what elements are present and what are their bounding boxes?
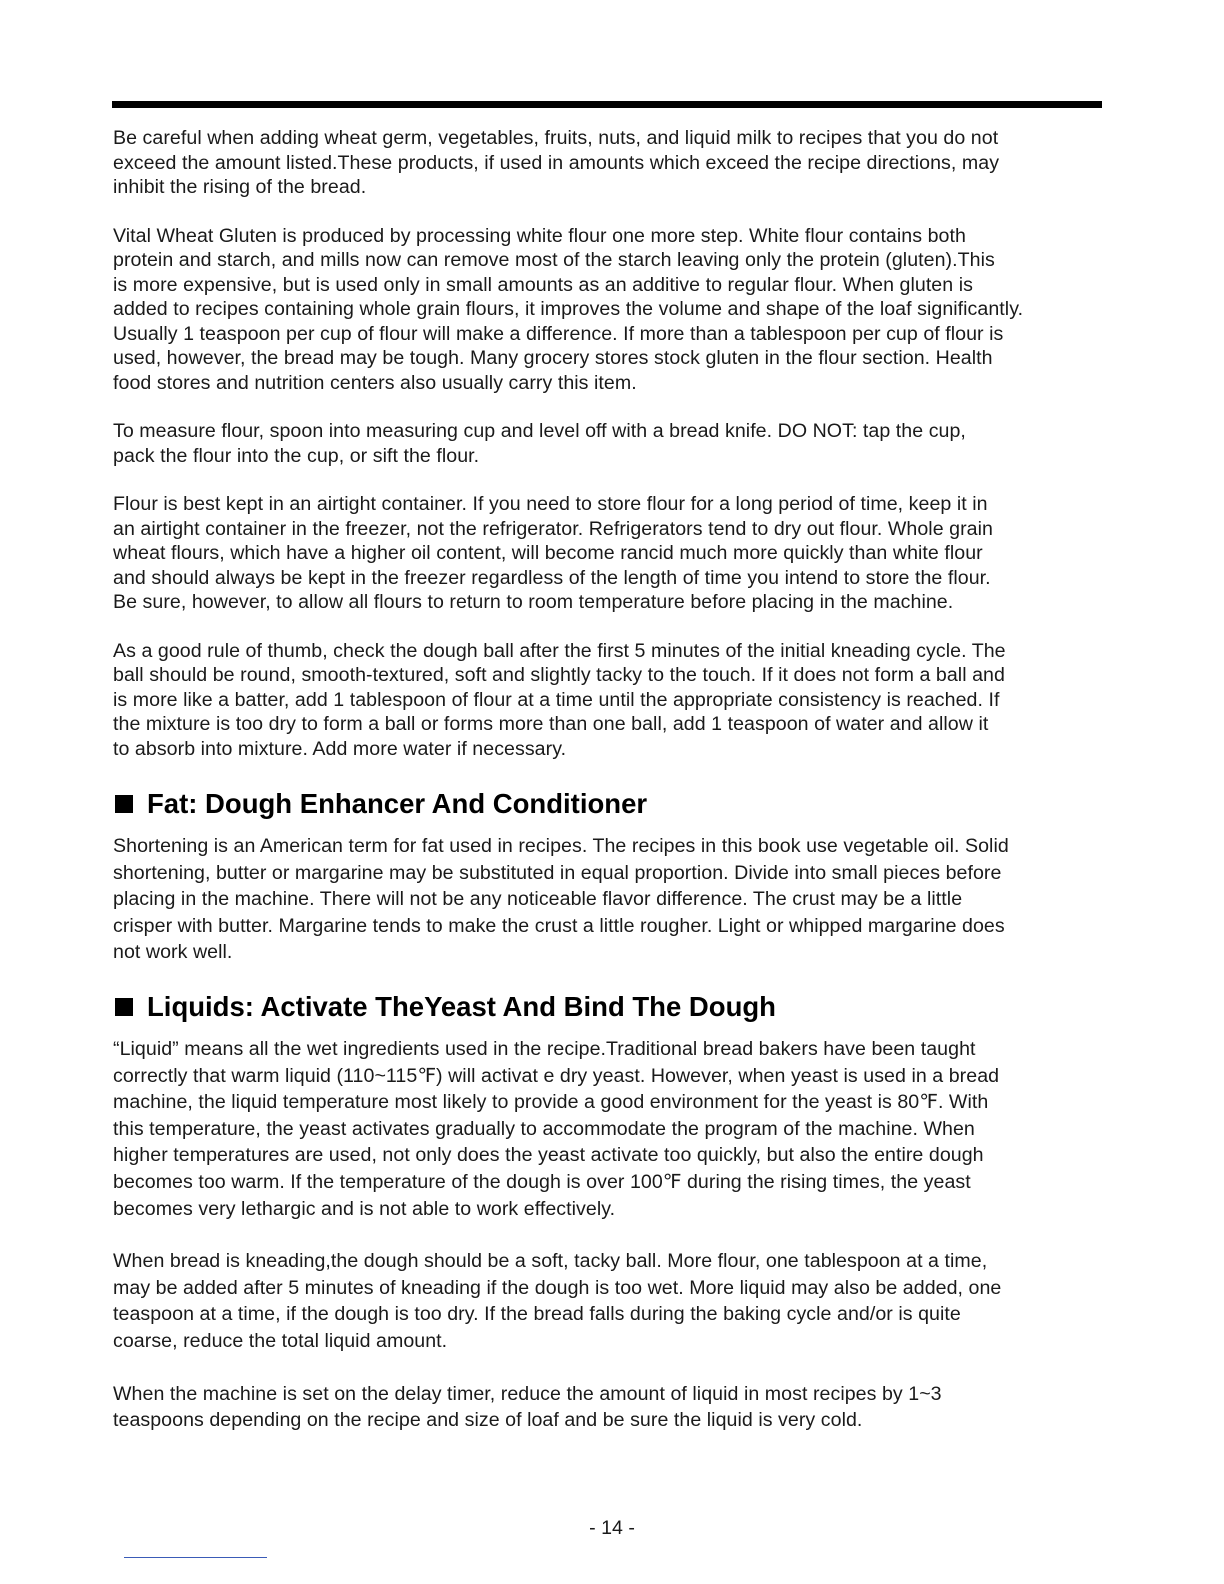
bottom-decorative-line (124, 1557, 267, 1558)
section-heading-liquids-text: Liquids: Activate TheYeast And Bind The Dough (147, 990, 776, 1022)
section-heading-fat-text: Fat: Dough Enhancer And Conditioner (147, 788, 648, 819)
section-heading-fat (113, 787, 1103, 821)
page-content (113, 126, 1103, 1434)
paragraph-shortening: Shortening is an American term for fat used in recipes. The recipes in this book use vegetable oil. Solid shortening, butter or margarine may be substituted in equal proportion. Divide into small pieces before placing in the machine. There will not be any noticeable flavor difference. The crust may be a little crisper with butter. Margarine tends to make the crust a little rougher. Light or whipped margarine does not work well. (113, 835, 1009, 964)
square-bullet-icon (115, 998, 133, 1016)
paragraph-vital-wheat-gluten: Vital Wheat Gluten is produced by processing white flour one more step. White flour contains both protein and starch, and mills now can remove most of the starch leaving only the protein (gluten).This is more expensive, but is used only in small amounts as an additive to regular flour. When gluten is added to recipes containing whole grain flours, it improves the volume and shape of the loaf significantly. Usually 1 teaspoon per cup of flour will make a difference. If more than a tablespoon per cup of flour is used, however, the bread may be tough. Many grocery stores stock gluten in the flour section. Health food stores and nutrition centers also usually carry this item. (113, 224, 1024, 394)
paragraph-wheat-germ: Be careful when adding wheat germ, vegetables, fruits, nuts, and liquid milk to recipes that you do not exceed the amount listed.These products, if used in amounts which exceed the recipe directions, may inhibit the rising of the bread. (113, 127, 1000, 198)
page-number: - 14 - (589, 1517, 635, 1539)
paragraph-flour-storage: Flour is best kept in an airtight container. If you need to store flour for a long period of time, keep it in an airtight container in the freezer, not the refrigerator. Refrigerators tend to dry out flour. Whole grain wheat flours, which have a higher oil content, will become rancid much more quickly than white flour and should always be kept in the freezer regardless of the length of time you intend to store the flour. Be sure, however, to allow all flours to return to room temperature before placing in the machine. (113, 493, 993, 613)
paragraph-measure-flour: To measure flour, spoon into measuring cup and level off with a bread knife. DO NOT: tap the cup, pack the flour into the cup, or sift the flour. (113, 420, 966, 467)
section-heading-liquids (113, 990, 1103, 1024)
square-bullet-icon (115, 795, 133, 813)
paragraph-dough-ball: As a good rule of thumb, check the dough ball after the first 5 minutes of the initial kneading cycle. The ball should be round, smooth-textured, soft and slightly tacky to the touch. If it does not form a ball and is more like a batter, add 1 tablespoon of flour at a time until the appropriate consistency is reached. If the mixture is too dry to form a ball or forms more than one ball, add 1 teaspoon of water and allow it to absorb into mixture. Add more water if necessary. (113, 639, 1006, 760)
paragraph-liquid-temperature: “Liquid” means all the wet ingredients used in the recipe.Traditional bread bakers have been taught correctly that warm liquid (110~115℉) will activat e dry yeast. However, when yeast is used in a bread machine, the liquid temperature most likely to provide a good environment for the yeast is 80℉. With this temperature, the yeast activates gradually to accommodate the program of the machine. When higher temperatures are used, not only does the yeast activate too quickly, but also the entire dough becomes too warm. If the temperature of the dough is over 100℉ during the rising times, the yeast becomes very lethargic and is not able to work effectively. (113, 1037, 1000, 1220)
paragraph-kneading-dough: When bread is kneading,the dough should be a soft, tacky ball. More flour, one tablespoon at a time, may be added after 5 minutes of kneading if the dough is too wet. More liquid may also be added, one teaspoon at a time, if the dough is too dry. If the bread falls during the baking cycle and/or is quite coarse, reduce the total liquid amount. (113, 1250, 1002, 1352)
top-horizontal-rule (112, 101, 1102, 108)
paragraph-delay-timer: When the machine is set on the delay timer, reduce the amount of liquid in most recipes by 1~3 teaspoons depending on the recipe and size of loaf and be sure the liquid is very cold. (113, 1382, 942, 1432)
